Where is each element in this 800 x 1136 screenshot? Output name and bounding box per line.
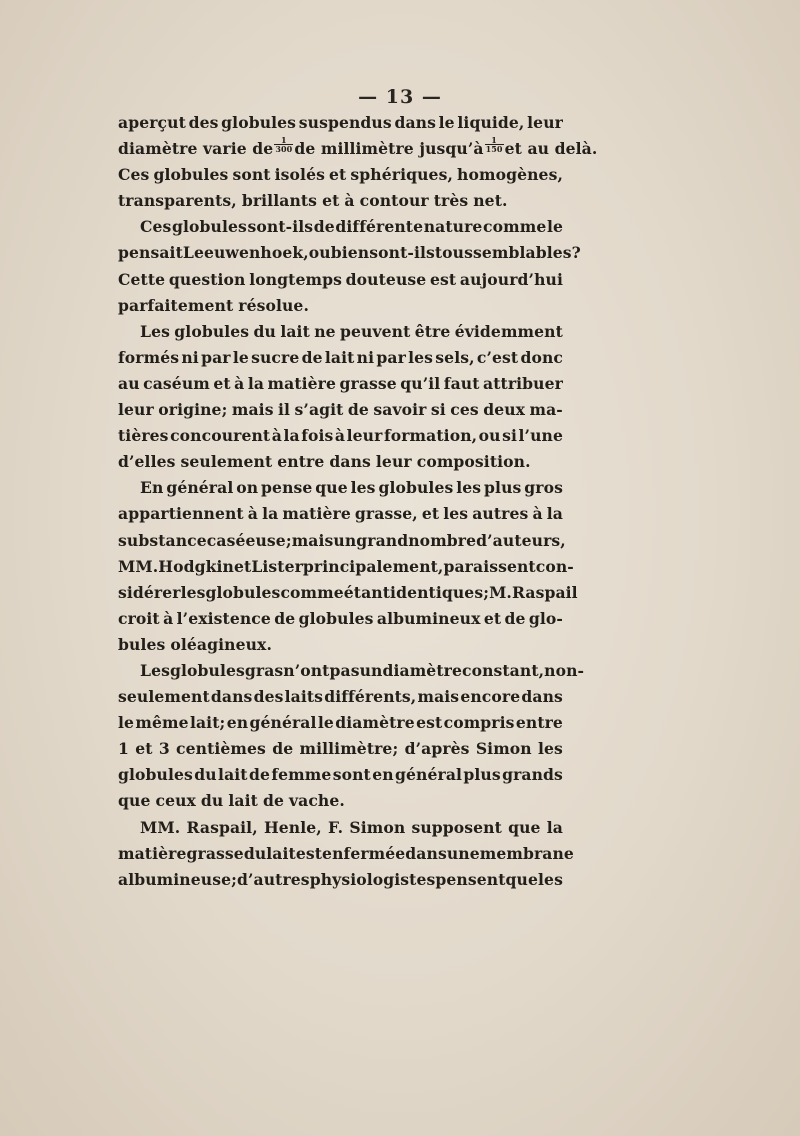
word: mais — [231, 400, 274, 420]
word: différente — [335, 217, 424, 237]
word: matière — [118, 843, 187, 863]
word: dans — [329, 452, 371, 472]
word: pense — [261, 478, 313, 498]
word: il — [278, 400, 291, 420]
text-line — [118, 449, 563, 475]
word: si — [430, 400, 446, 420]
word: grasse, — [354, 504, 418, 524]
word: centièmes — [176, 739, 266, 759]
word: aujourd’hui — [459, 269, 563, 289]
text-line — [118, 632, 563, 658]
text-line — [118, 762, 563, 788]
word: ne — [314, 321, 336, 341]
word: résolue. — [238, 295, 309, 315]
word: ni — [181, 347, 199, 367]
word: lait — [266, 843, 296, 863]
word: le — [438, 113, 455, 132]
word: et — [135, 739, 153, 759]
text-line — [118, 345, 563, 371]
word: globules — [298, 608, 374, 628]
word: composition. — [416, 452, 531, 472]
text-line — [118, 371, 563, 397]
word: liquide, — [457, 113, 525, 132]
word: ces — [450, 400, 479, 420]
word: aperçut — [118, 113, 186, 132]
word: comme — [280, 582, 344, 602]
word: principalement, — [302, 556, 444, 576]
word: de — [248, 765, 270, 785]
word: globules — [221, 113, 297, 132]
word: différents, — [324, 687, 417, 707]
text-line — [118, 501, 563, 527]
word: croit — [118, 608, 160, 628]
word: ma- — [529, 400, 563, 420]
word: les — [538, 739, 563, 759]
word: de — [504, 608, 526, 628]
text-line — [118, 162, 563, 188]
text-line — [118, 423, 563, 449]
text-line — [118, 240, 581, 266]
word: un — [359, 660, 383, 680]
word: très — [433, 191, 469, 211]
text-line — [118, 110, 563, 136]
word: sucre — [251, 347, 300, 367]
word: à — [163, 608, 174, 628]
word: seulement — [118, 687, 210, 707]
word: et — [213, 373, 231, 393]
word: MM. — [118, 556, 159, 576]
fraction — [274, 136, 293, 162]
word: douteuse — [345, 269, 427, 289]
word: mais — [417, 687, 460, 707]
word: M. — [489, 582, 512, 602]
word: les — [443, 504, 469, 524]
word: grasse — [186, 843, 244, 863]
word: substance — [118, 530, 207, 550]
word: de — [301, 347, 323, 367]
word: c’est — [476, 347, 519, 367]
word: à — [344, 191, 355, 211]
word: et — [233, 556, 252, 576]
text-line — [118, 580, 578, 606]
word: MM. — [140, 817, 181, 837]
word: un — [333, 530, 357, 550]
word: femme — [271, 765, 332, 785]
word: grand — [356, 530, 409, 550]
word: grands — [502, 765, 563, 785]
word: albumineuse; — [118, 869, 237, 889]
word: millimètre; — [299, 739, 399, 759]
word: physiologistes — [309, 869, 436, 889]
word: général — [166, 478, 234, 498]
word: dans — [210, 687, 253, 707]
word: 1 — [118, 739, 129, 759]
word: ? — [571, 243, 581, 263]
word: le — [317, 713, 334, 733]
word: sont — [332, 765, 371, 785]
word: Raspail, — [186, 817, 258, 837]
text-line — [118, 684, 563, 710]
text-line — [118, 397, 563, 423]
word: la — [262, 504, 279, 524]
text-line — [118, 135, 598, 162]
word: suspendus — [298, 113, 392, 132]
word: le — [232, 347, 249, 367]
word: évidemment — [454, 321, 563, 341]
text-line — [118, 293, 563, 319]
word: formés — [118, 347, 180, 367]
word: leur — [527, 113, 563, 132]
word: une — [446, 843, 480, 863]
word: contour — [359, 191, 429, 211]
word: à — [247, 504, 258, 524]
word: globules — [153, 165, 229, 185]
word: on — [236, 478, 259, 498]
word: longtemps — [249, 269, 342, 289]
word: de — [272, 739, 294, 759]
word: faut — [443, 373, 480, 393]
word: et — [483, 608, 502, 628]
word: autres — [472, 504, 529, 524]
word: en — [372, 765, 394, 785]
word: enfermée — [322, 843, 406, 863]
word: Ces — [118, 165, 150, 185]
word: non- — [544, 660, 585, 680]
word: globules — [205, 582, 281, 602]
word: attribuer — [483, 373, 563, 393]
word: tous — [434, 243, 473, 263]
page-number: — 13 — — [358, 86, 442, 108]
word: Les — [140, 660, 170, 680]
word: et — [329, 165, 347, 185]
word: deux — [483, 400, 526, 420]
word: que — [315, 478, 348, 498]
word: bules — [118, 634, 166, 654]
word: 3 — [158, 739, 170, 759]
word: le — [546, 217, 563, 237]
word: mais — [291, 530, 334, 550]
word: nombre — [408, 530, 477, 550]
word: de — [262, 791, 284, 811]
word: de — [313, 217, 335, 237]
word: du — [200, 791, 224, 811]
text-segment: diamètre varie de — [118, 139, 274, 159]
word: du — [253, 321, 276, 341]
text-line — [118, 188, 563, 214]
word: ni — [356, 347, 375, 367]
word: concourent — [170, 426, 271, 446]
word: ou — [308, 243, 331, 263]
word: Ces — [140, 217, 172, 237]
word: les — [180, 582, 206, 602]
word: oléagineux. — [170, 634, 272, 654]
text-line — [118, 867, 563, 893]
word: pensait — [118, 243, 183, 263]
word: plus — [484, 478, 522, 498]
word: de — [347, 400, 369, 420]
fraction-denominator: 300 — [275, 144, 293, 155]
fraction-numerator: 1 — [485, 136, 504, 145]
word: compris — [443, 713, 515, 733]
word: gras — [244, 660, 284, 680]
word: lait; — [189, 713, 226, 733]
word: Raspail — [511, 582, 578, 602]
word: supposent — [411, 817, 502, 837]
word: sels, — [435, 347, 475, 367]
word: encore — [460, 687, 521, 707]
word: origine; — [158, 400, 228, 420]
word: transparents, — [118, 191, 237, 211]
word: sidérer — [118, 582, 181, 602]
word: parfaitement — [118, 295, 234, 315]
word: glo- — [528, 608, 563, 628]
word: laits — [284, 687, 324, 707]
word: et — [421, 504, 440, 524]
word: la — [546, 504, 563, 524]
word: peuvent — [340, 321, 411, 341]
word: que — [505, 869, 538, 889]
word: est — [416, 713, 443, 733]
word: leur — [375, 452, 412, 472]
word: appartiennent — [118, 504, 244, 524]
word: l’une — [518, 426, 563, 446]
word: au — [118, 373, 140, 393]
word: sphériques, — [350, 165, 453, 185]
word: bien — [330, 243, 370, 263]
text-line — [118, 788, 563, 814]
word: globules — [378, 478, 454, 498]
word: Hodgkin — [158, 556, 234, 576]
word: leur — [346, 426, 383, 446]
fraction-numerator: 1 — [274, 136, 293, 145]
word: lait — [218, 765, 248, 785]
word: les — [538, 869, 563, 889]
word: dans — [521, 687, 563, 707]
word: sont — [232, 165, 271, 185]
word: et — [322, 191, 340, 211]
word: de — [274, 608, 296, 628]
word: par — [376, 347, 406, 367]
word: donc — [520, 347, 563, 367]
word: net. — [473, 191, 508, 211]
word: dans — [394, 113, 436, 132]
word: d’après — [404, 739, 470, 759]
word: des — [188, 113, 219, 132]
word: pas — [329, 660, 360, 680]
word: globules — [118, 765, 193, 785]
word: sont-ils — [247, 217, 314, 237]
word: caséum — [143, 373, 210, 393]
fraction — [485, 136, 504, 162]
text-segment: et au delà. — [504, 139, 598, 159]
word: si — [502, 426, 518, 446]
text-line — [118, 658, 585, 684]
word: dans — [405, 843, 447, 863]
word: matière — [267, 373, 337, 393]
word: F. — [328, 817, 344, 837]
word: gros — [524, 478, 563, 498]
word: ceux — [155, 791, 196, 811]
word: leur — [118, 400, 154, 420]
word: vache. — [288, 791, 345, 811]
word: les — [456, 478, 482, 498]
word: l’existence — [176, 608, 271, 628]
word: entre — [515, 713, 563, 733]
text-line — [118, 214, 563, 240]
word: le — [118, 713, 135, 733]
word: général — [395, 765, 463, 785]
word: grasse — [339, 373, 397, 393]
word: matière — [282, 504, 351, 524]
text-line — [118, 606, 563, 632]
text-line — [118, 815, 563, 841]
word: est — [295, 843, 323, 863]
word: tières — [118, 426, 169, 446]
word: d’auteurs, — [476, 530, 566, 550]
word: globules — [174, 321, 250, 341]
word: général — [249, 713, 317, 733]
word: par — [201, 347, 231, 367]
text-line — [118, 710, 563, 736]
word: Lister — [251, 556, 303, 576]
word: être — [414, 321, 451, 341]
word: Les — [140, 321, 170, 341]
word: des — [253, 687, 284, 707]
word: paraissent — [443, 556, 536, 576]
word: lait — [324, 347, 355, 367]
word: plus — [463, 765, 501, 785]
word: caséeuse; — [206, 530, 292, 550]
text-line — [118, 554, 574, 580]
text-segment: de millimètre jusqu’à — [294, 139, 484, 159]
word: sont-ils — [369, 243, 435, 263]
word: Cette — [118, 269, 166, 289]
word: entre — [277, 452, 325, 472]
body-text — [118, 110, 598, 893]
word: diamètre — [382, 660, 462, 680]
word: seulement — [180, 452, 273, 472]
word: du — [243, 843, 267, 863]
text-line — [118, 528, 566, 554]
word: savoir — [373, 400, 427, 420]
word: Simon — [475, 739, 532, 759]
word: brillants — [241, 191, 318, 211]
word: la — [247, 373, 265, 393]
text-line — [118, 319, 563, 345]
word: à — [334, 426, 346, 446]
word: lait — [280, 321, 310, 341]
word: à — [271, 426, 282, 446]
word: Simon — [349, 817, 406, 837]
word: globules — [172, 217, 247, 237]
fraction-denominator: 150 — [485, 144, 503, 155]
word: la — [283, 426, 300, 446]
word: pensent — [435, 869, 506, 889]
word: à — [234, 373, 245, 393]
text-line — [118, 736, 563, 762]
word: globules — [169, 660, 245, 680]
word: d’autres — [236, 869, 310, 889]
word: membrane — [479, 843, 574, 863]
word: isolés — [274, 165, 325, 185]
word: formation, — [383, 426, 478, 446]
word: ou — [478, 426, 501, 446]
word: est — [429, 269, 457, 289]
word: Henle, — [263, 817, 322, 837]
word: homogènes, — [457, 165, 563, 185]
word: question — [168, 269, 246, 289]
word: En — [140, 478, 164, 498]
word: n’ont — [283, 660, 330, 680]
text-line — [118, 841, 574, 867]
word: d’elles — [118, 452, 176, 472]
word: en — [226, 713, 249, 733]
word: les — [350, 478, 376, 498]
word: albumineux — [376, 608, 481, 628]
word: lait — [228, 791, 258, 811]
word: identiques; — [390, 582, 490, 602]
word: les — [408, 347, 434, 367]
text-line — [118, 475, 563, 501]
word: du — [194, 765, 217, 785]
word: con- — [535, 556, 574, 576]
word: qu’il — [400, 373, 441, 393]
text-line — [118, 267, 563, 293]
word: que — [508, 817, 541, 837]
word: diamètre — [335, 713, 415, 733]
word: s’agit — [294, 400, 344, 420]
word: à — [532, 504, 543, 524]
word: fois — [301, 426, 334, 446]
word: nature — [423, 217, 483, 237]
word: étant — [343, 582, 391, 602]
word: semblables — [473, 243, 572, 263]
word: Leeuwenhoek, — [182, 243, 309, 263]
word: que — [118, 791, 151, 811]
word: la — [546, 817, 563, 837]
word: même — [135, 713, 189, 733]
word: comme — [483, 217, 547, 237]
word: constant, — [461, 660, 545, 680]
